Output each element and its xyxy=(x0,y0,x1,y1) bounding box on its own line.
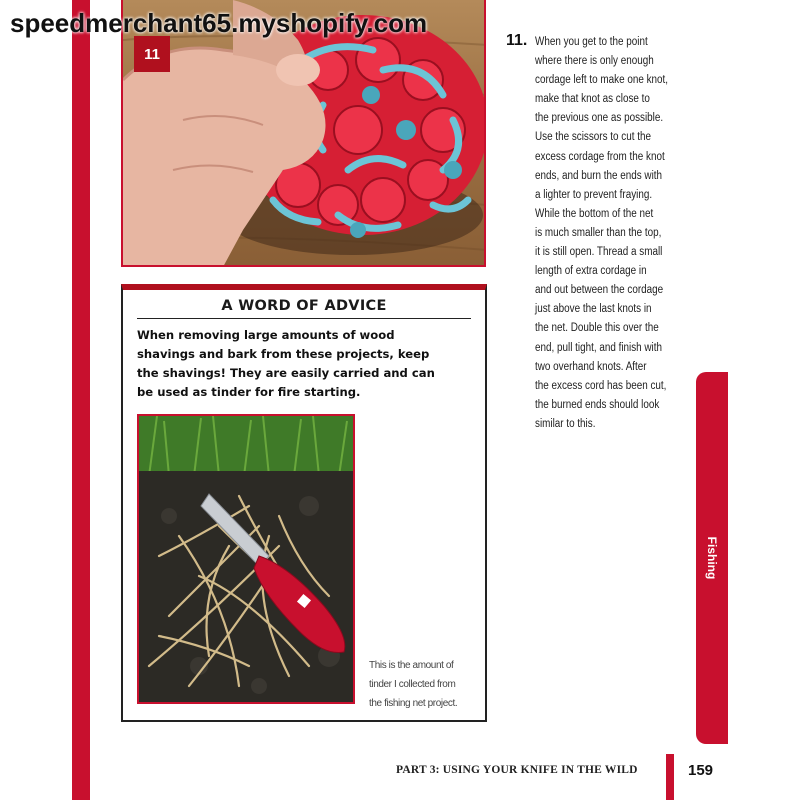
step-badge: 11 xyxy=(134,36,170,72)
advice-line: When removing large amounts of wood xyxy=(137,328,395,342)
step-number: 11. xyxy=(506,32,528,49)
step-line: cordage left to make one knot, xyxy=(535,74,669,87)
step-line: length of extra cordage in xyxy=(535,265,647,278)
advice-box xyxy=(121,284,487,722)
running-footer: PART 3: USING YOUR KNIFE IN THE WILD xyxy=(396,764,638,776)
caption-line: This is the amount of xyxy=(369,660,454,671)
step-line: two overhand knots. After xyxy=(535,360,647,373)
photo-caption xyxy=(369,656,469,713)
footer-divider xyxy=(666,754,674,800)
advice-title: A WORD OF ADVICE xyxy=(137,298,471,319)
page-number: 159 xyxy=(688,762,714,779)
caption-line: tinder I collected from xyxy=(369,679,456,690)
step-line: make that knot as close to xyxy=(535,93,650,106)
left-margin-bar xyxy=(72,0,90,800)
step-line: When you get to the point xyxy=(535,36,648,48)
step-line: excess cordage from the knot xyxy=(535,150,665,163)
step-line: just above the last knots in xyxy=(535,303,652,316)
paracord-photo xyxy=(121,0,486,267)
step-line: ends, and burn the ends with xyxy=(535,169,663,182)
step-line: the previous one as possible. xyxy=(535,112,664,125)
watermark: speedmerchant65.myshopify.com xyxy=(10,8,428,38)
step-line: Use the scissors to cut the xyxy=(535,131,651,144)
step-line: the excess cord has been cut, xyxy=(535,379,667,392)
advice-line: the shavings! They are easily carried and can xyxy=(137,366,435,380)
step-line: is much smaller than the top, xyxy=(535,226,662,239)
step-line: similar to this. xyxy=(535,417,596,430)
step-line: a lighter to prevent fraying. xyxy=(535,188,653,201)
step-line: the burned ends should look xyxy=(535,398,660,411)
section-tab-fishing xyxy=(696,372,728,744)
advice-line: shavings and bark from these projects, keep xyxy=(137,347,430,361)
step-line: end, pull tight, and finish with xyxy=(535,341,663,354)
step-line: where there is only enough xyxy=(535,55,654,68)
tinder-illustration xyxy=(139,416,353,702)
advice-line: be used as tinder for fire starting. xyxy=(137,385,361,399)
step-line: the net. Double this over the xyxy=(535,322,659,335)
step-line: it is still open. Thread a small xyxy=(535,246,663,259)
paracord-illustration xyxy=(123,0,486,267)
step-line: and out between the cordage xyxy=(535,284,664,297)
caption-line: the fishing net project. xyxy=(369,698,458,709)
tinder-photo xyxy=(137,414,355,704)
step-line: While the bottom of the net xyxy=(535,207,654,220)
advice-text xyxy=(137,326,467,402)
step-text xyxy=(535,33,705,434)
section-tab-label: Fishing xyxy=(705,536,719,580)
